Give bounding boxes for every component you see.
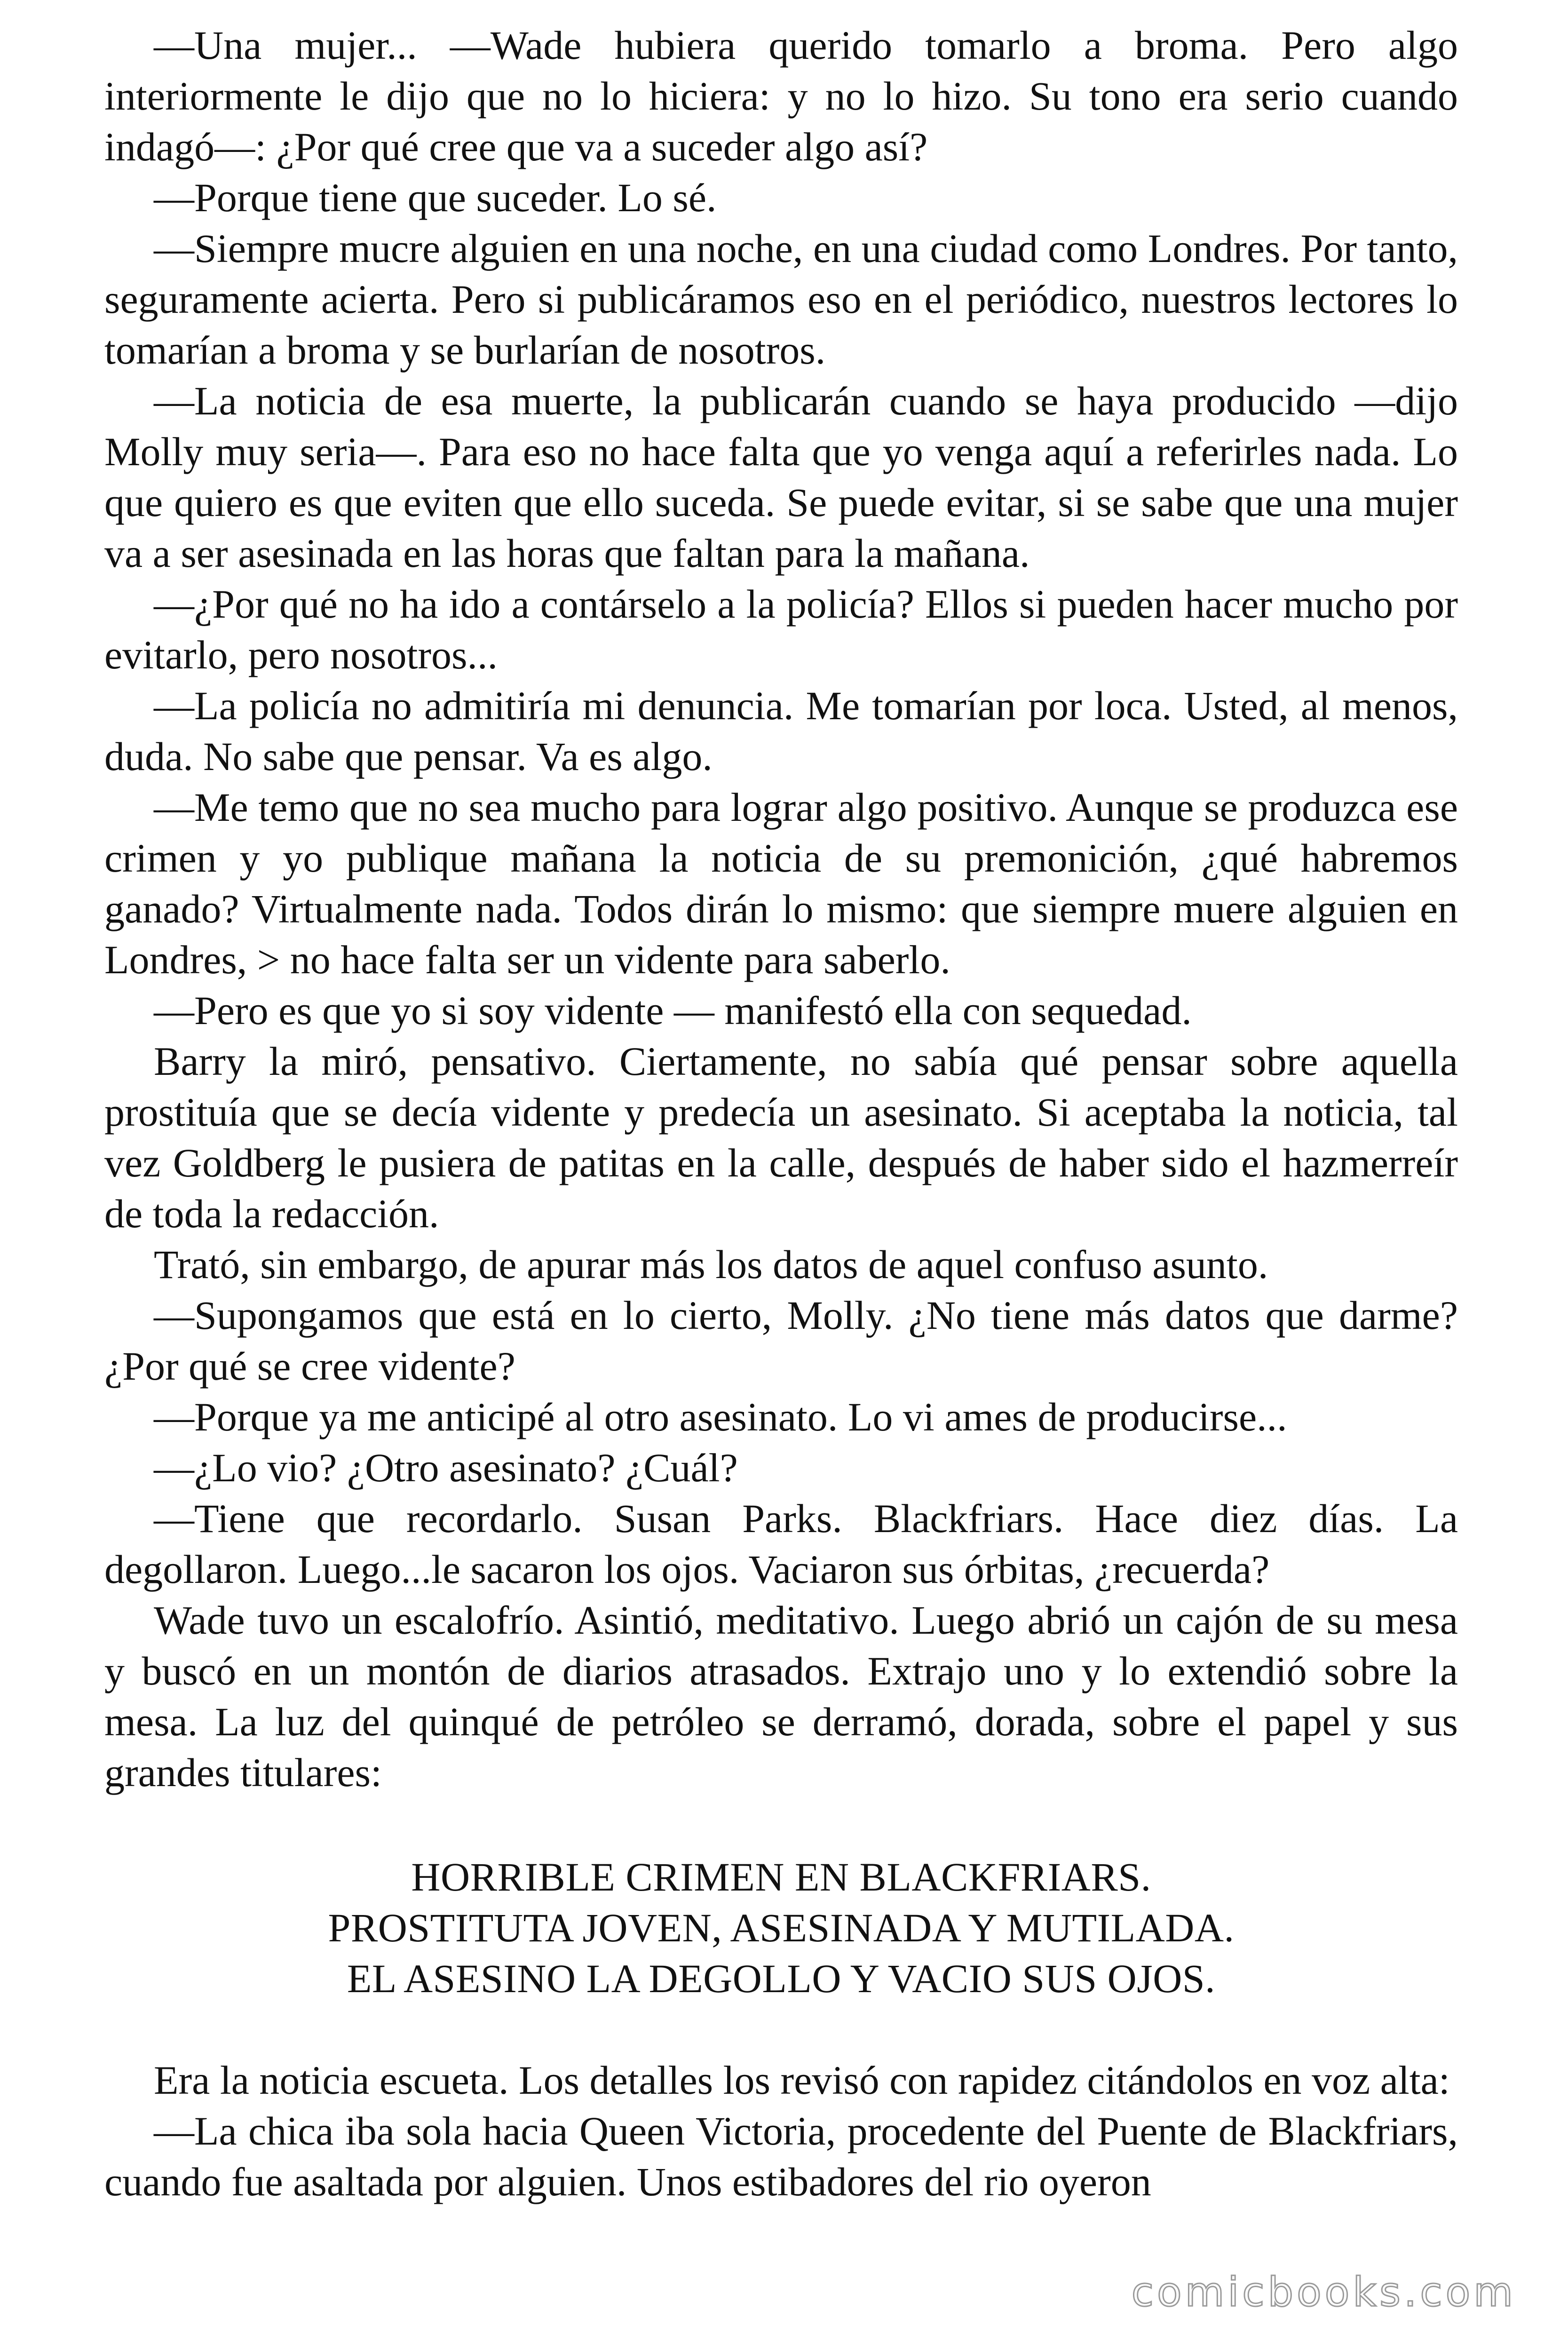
body-text-bottom xyxy=(104,2055,1458,2207)
paragraph: —Me temo que no sea mucho para lograr algo positivo. Aunque se produzca ese crimen y yo publique mañana la noticia de su premonición, ¿qué habremos ganado? Virtualmente nada. Todos dirán lo mismo: que siempre muere alguien en Londres, > no hace falta ser un vidente para saberlo. xyxy=(104,785,1458,982)
paragraph: —Supongamos que está en lo cierto, Molly. ¿No tiene más datos que darme? ¿Por qué se cree vidente? xyxy=(104,1293,1458,1389)
paragraph: —La noticia de esa muerte, la publicarán cuando se haya producido —dijo Molly muy seria—. Para eso no hace falta que yo venga aquí a referirles nada. Lo que quiero es que eviten que ello suceda. Se puede evitar, si se sabe que una mujer va a ser asesinada en las horas que faltan para la mañana. xyxy=(104,378,1458,576)
paragraph: —Pero es que yo si soy vidente — manifestó ella con sequedad. xyxy=(154,988,1192,1033)
paragraph: —¿Lo vio? ¿Otro asesinato? ¿Cuál? xyxy=(154,1445,738,1490)
book-page xyxy=(104,20,1458,2207)
headline-line: HORRIBLE CRIMEN EN BLACKFRIARS. xyxy=(411,1854,1151,1899)
paragraph: Era la noticia escueta. Los detalles los revisó con rapidez citándolos en voz alta: xyxy=(154,2058,1450,2103)
paragraph: —La policía no admitiría mi denuncia. Me tomarían por loca. Usted, al menos, duda. No sabe que pensar. Va es algo. xyxy=(104,683,1458,779)
headline-line: PROSTITUTA JOVEN, ASESINADA Y MUTILADA. xyxy=(328,1905,1235,1950)
paragraph: Barry la miró, pensativo. Ciertamente, no sabía qué pensar sobre aquella prostituía que se decía vidente y predecía un asesinato. Si aceptaba la noticia, tal vez Goldberg le pusiera de patitas en la calle, después de haber sido el hazmerreír de toda la redacción. xyxy=(104,1039,1458,1236)
paragraph: —Una mujer... —Wade hubiera querido tomarlo a broma. Pero algo interiormente le dijo que no lo hiciera: y no lo hizo. Su tono era serio cuando indagó—: ¿Por qué cree que va a suceder algo así? xyxy=(104,23,1458,169)
paragraph: Trató, sin embargo, de apurar más los datos de aquel confuso asunto. xyxy=(154,1242,1268,1287)
body-text-top xyxy=(104,20,1458,1798)
paragraph: —Porque ya me anticipé al otro asesinato. Lo vi ames de producirse... xyxy=(154,1394,1287,1439)
newspaper-headline xyxy=(104,1851,1458,2004)
paragraph: —Tiene que recordarlo. Susan Parks. Blackfriars. Hace diez días. La degollaron. Luego...le sacaron los ojos. Vaciaron sus órbitas, ¿recuerda? xyxy=(104,1496,1458,1592)
paragraph: —Siempre mucre alguien en una noche, en una ciudad como Londres. Por tanto, seguramente acierta. Pero si publicáramos eso en el periódico, nuestros lectores lo tomarían a broma y se burlarían de nosotros. xyxy=(104,226,1458,373)
site-watermark: comicbooks.com xyxy=(1131,2269,1516,2316)
headline-line: EL ASESINO LA DEGOLLO Y VACIO SUS OJOS. xyxy=(347,1956,1216,2001)
paragraph: Wade tuvo un escalofrío. Asintió, meditativo. Luego abrió un cajón de su mesa y buscó en un montón de diarios atrasados. Extrajo uno y lo extendió sobre la mesa. La luz del quinqué de petróleo se derramó, dorada, sobre el papel y sus grandes titulares: xyxy=(104,1597,1458,1795)
paragraph: —¿Por qué no ha ido a contárselo a la policía? Ellos si pueden hacer mucho por evitarlo, pero nosotros... xyxy=(104,581,1458,677)
paragraph: —Porque tiene que suceder. Lo sé. xyxy=(154,175,717,220)
paragraph: —La chica iba sola hacia Queen Victoria, procedente del Puente de Blackfriars, cuando fue asaltada por alguien. Unos estibadores del rio oyeron xyxy=(104,2108,1458,2204)
